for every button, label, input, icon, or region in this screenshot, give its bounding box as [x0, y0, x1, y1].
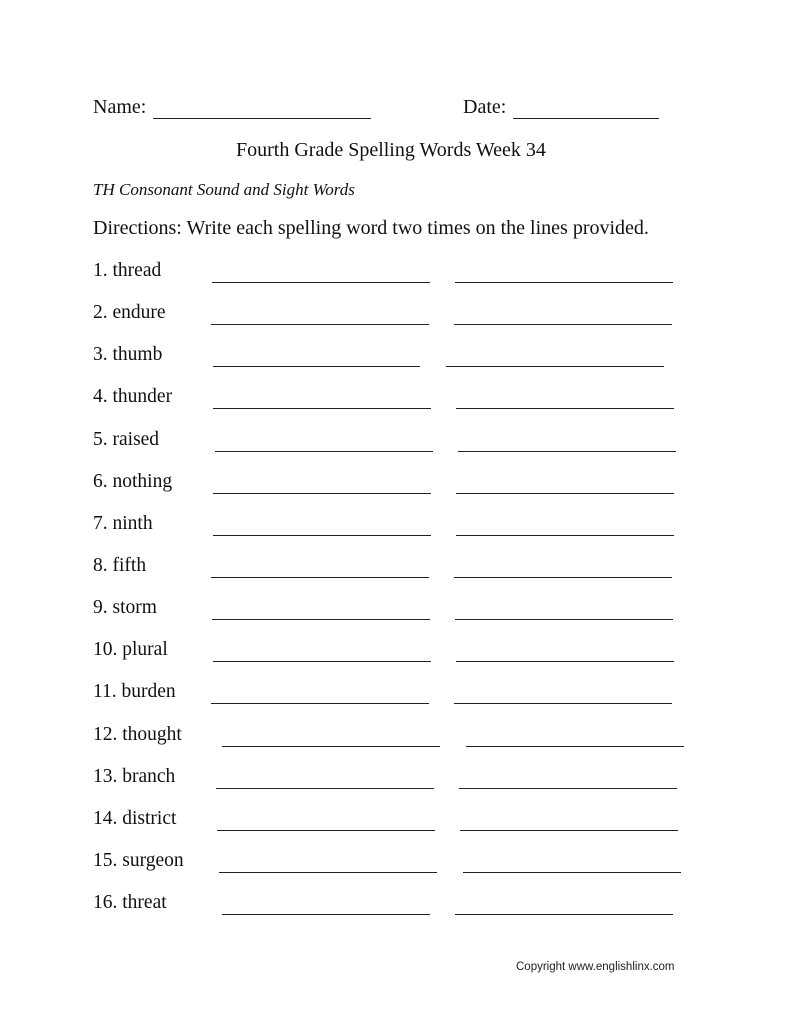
- answer-line[interactable]: [454, 577, 672, 578]
- answer-line[interactable]: [466, 746, 684, 747]
- answer-line[interactable]: [456, 408, 674, 409]
- word-item-label: 13. branch: [93, 766, 176, 787]
- answer-line[interactable]: [460, 830, 678, 831]
- word-item-label: 16. threat: [93, 892, 167, 913]
- answer-line[interactable]: [213, 408, 431, 409]
- answer-line[interactable]: [213, 535, 431, 536]
- word-item-label: 15. surgeon: [93, 850, 184, 871]
- answer-line[interactable]: [455, 914, 673, 915]
- word-item-label: 8. fifth: [93, 555, 147, 576]
- answer-line[interactable]: [212, 282, 430, 283]
- word-item-label: 9. storm: [93, 597, 157, 618]
- word-item-label: 11. burden: [93, 681, 176, 702]
- answer-line[interactable]: [212, 619, 430, 620]
- word-item-label: 14. district: [93, 808, 177, 829]
- answer-line[interactable]: [454, 703, 672, 704]
- answer-line[interactable]: [458, 451, 676, 452]
- word-item-label: 3. thumb: [93, 344, 163, 365]
- answer-line[interactable]: [463, 872, 681, 873]
- word-item-label: 1. thread: [93, 260, 162, 281]
- answer-line[interactable]: [446, 366, 664, 367]
- name-label: Name:: [93, 96, 147, 118]
- answer-line[interactable]: [217, 830, 435, 831]
- answer-line[interactable]: [216, 788, 434, 789]
- word-item-label: 4. thunder: [93, 386, 173, 407]
- answer-line[interactable]: [213, 493, 431, 494]
- date-answer-line[interactable]: [513, 118, 659, 119]
- answer-line[interactable]: [454, 324, 672, 325]
- answer-line[interactable]: [213, 366, 420, 367]
- word-item-label: 10. plural: [93, 639, 168, 660]
- word-item-label: 7. ninth: [93, 513, 153, 534]
- answer-line[interactable]: [459, 788, 677, 789]
- directions-text: Directions: Write each spelling word two times on the lines provided.: [93, 217, 649, 239]
- worksheet-subtitle: TH Consonant Sound and Sight Words: [93, 180, 355, 199]
- word-item-label: 2. endure: [93, 302, 166, 323]
- answer-line[interactable]: [211, 324, 429, 325]
- name-answer-line[interactable]: [153, 118, 371, 119]
- answer-line[interactable]: [211, 703, 429, 704]
- answer-line[interactable]: [211, 577, 429, 578]
- word-item-label: 5. raised: [93, 429, 160, 450]
- word-item-label: 12. thought: [93, 724, 182, 745]
- answer-line[interactable]: [456, 535, 674, 536]
- answer-line[interactable]: [219, 872, 437, 873]
- date-label: Date:: [463, 96, 507, 118]
- answer-line[interactable]: [455, 282, 673, 283]
- worksheet-title: Fourth Grade Spelling Words Week 34: [236, 139, 546, 161]
- answer-line[interactable]: [215, 451, 433, 452]
- answer-line[interactable]: [222, 746, 440, 747]
- word-item-label: 6. nothing: [93, 471, 173, 492]
- answer-line[interactable]: [213, 661, 431, 662]
- answer-line[interactable]: [222, 914, 430, 915]
- answer-line[interactable]: [455, 619, 673, 620]
- copyright-notice: Copyright www.englishlinx.com: [516, 961, 675, 973]
- answer-line[interactable]: [456, 493, 674, 494]
- answer-line[interactable]: [456, 661, 674, 662]
